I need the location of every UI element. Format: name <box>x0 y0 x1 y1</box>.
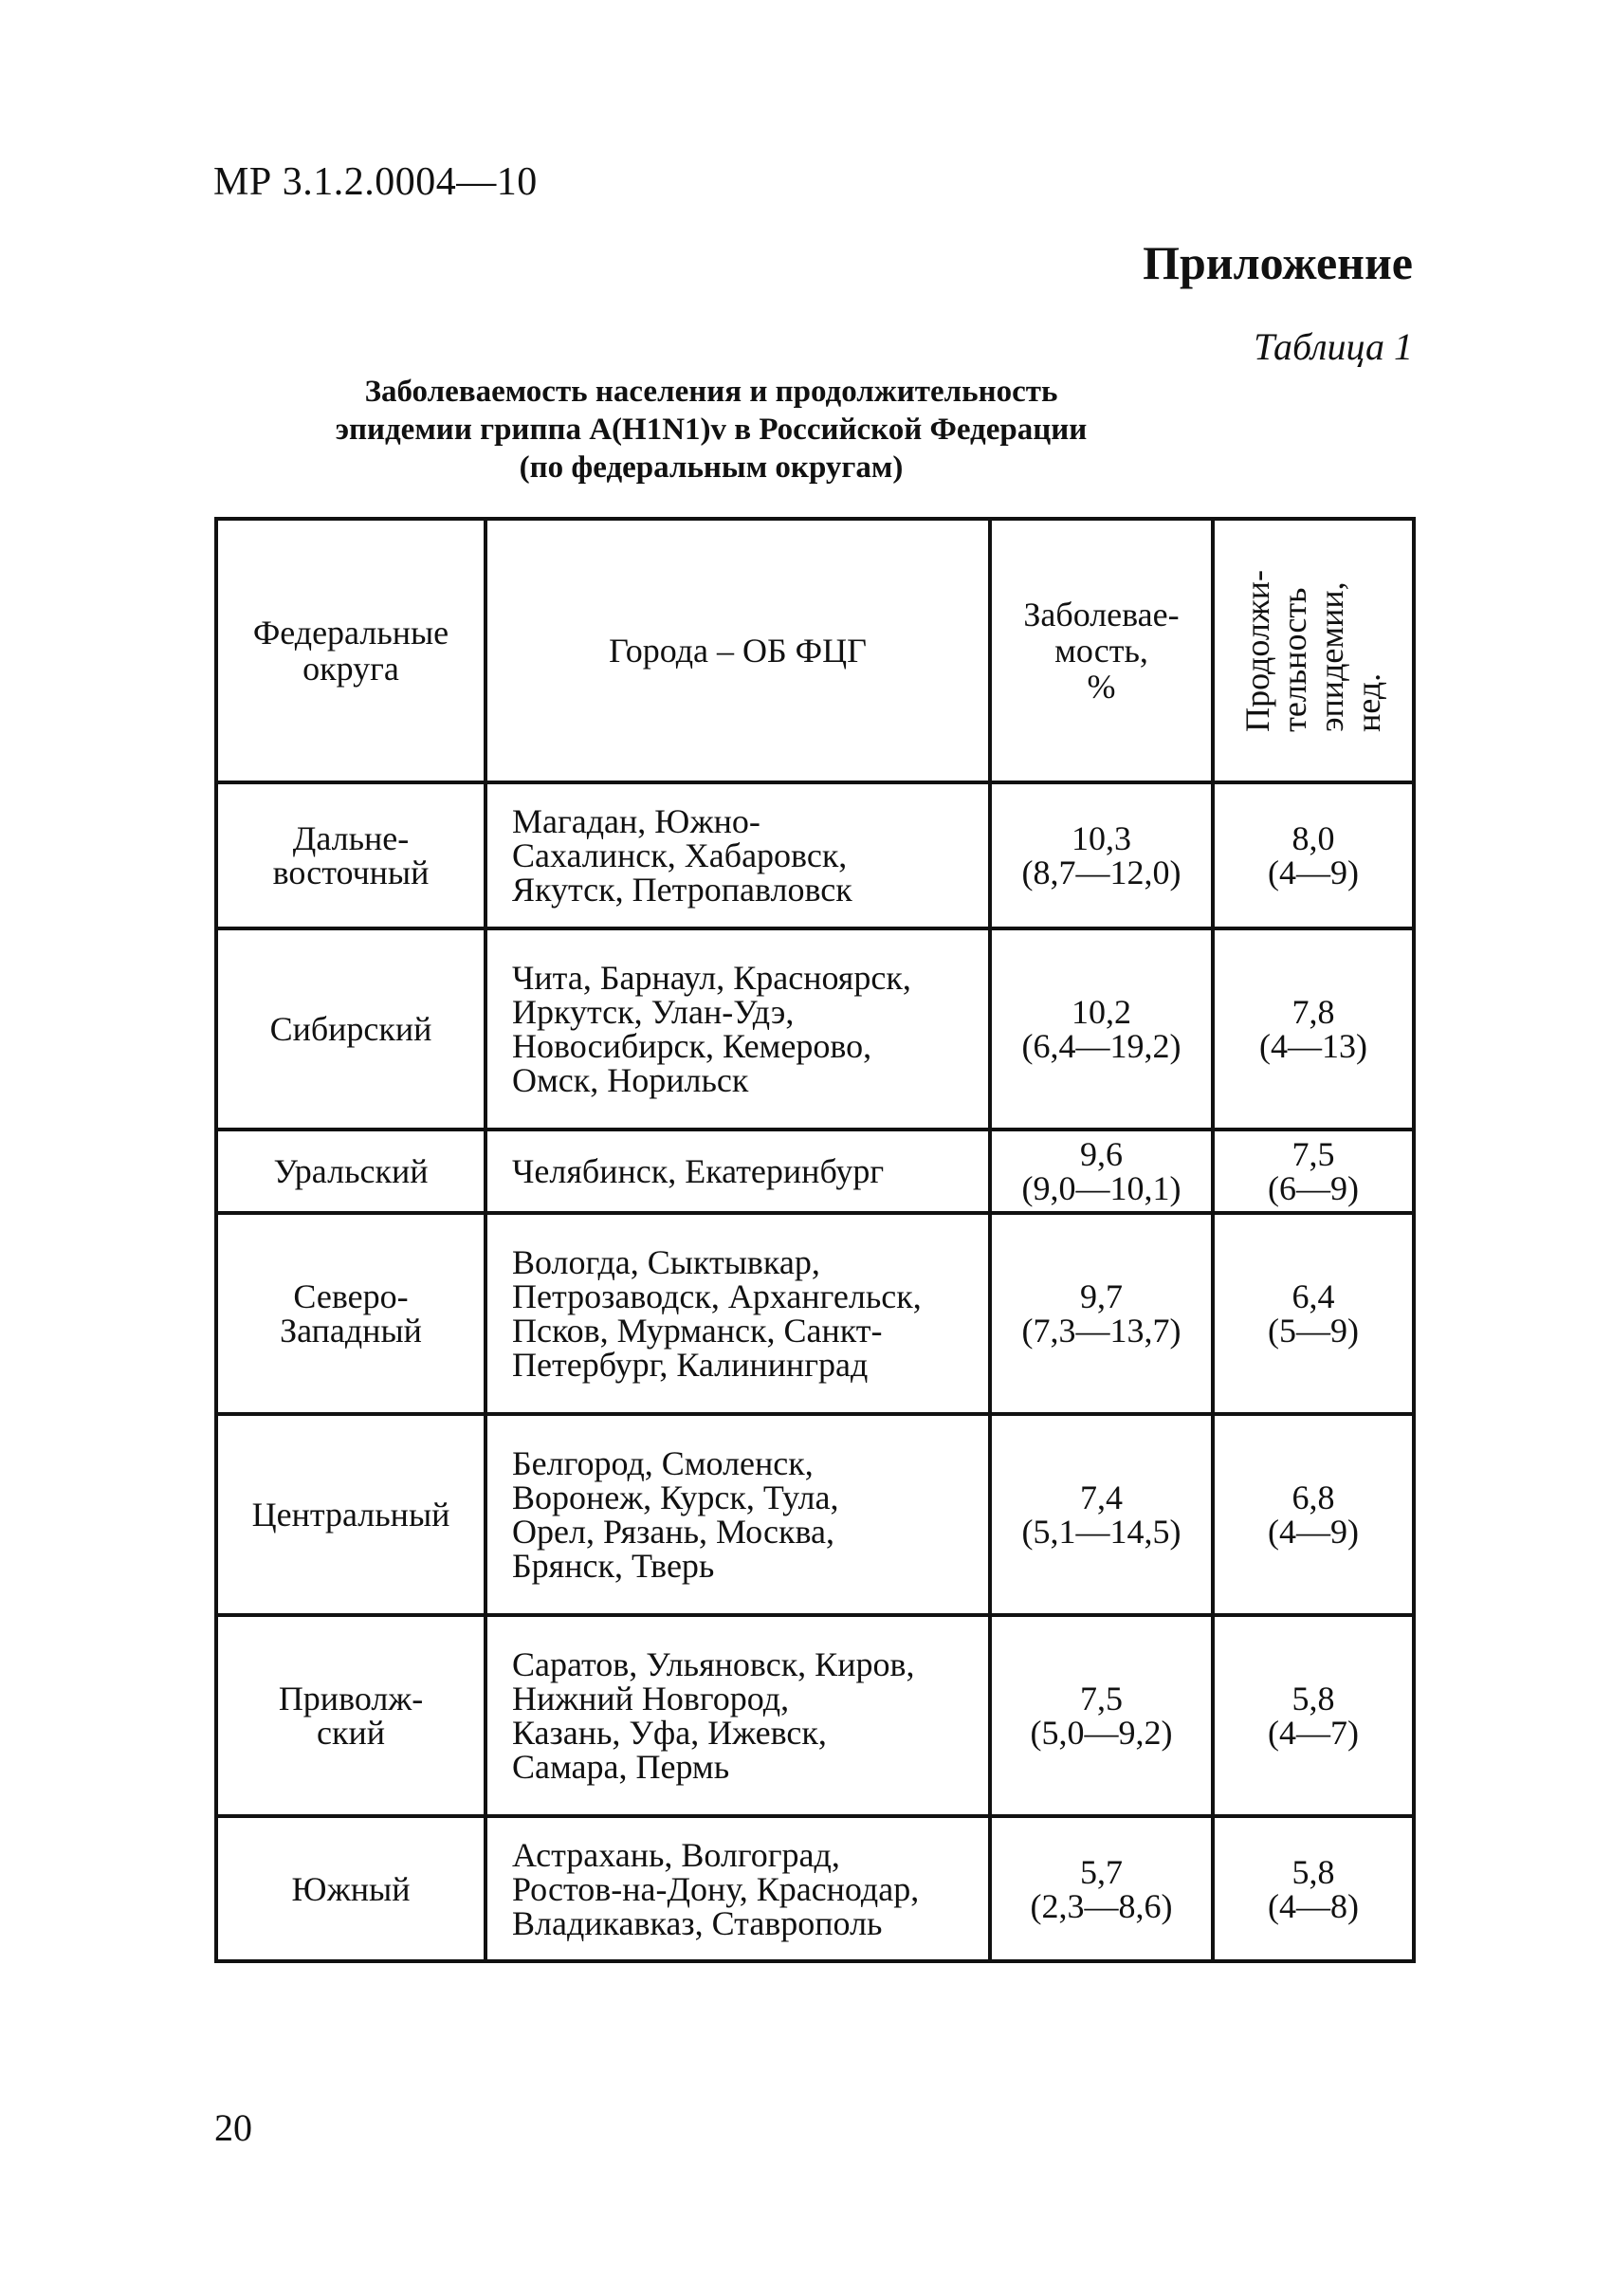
cities-line: Вологда, Сыктывкар, <box>512 1243 820 1281</box>
duration-range: (4—8) <box>1268 1886 1359 1925</box>
duration-range: (4—13) <box>1259 1027 1367 1065</box>
cities-line: Саратов, Ульяновск, Киров, <box>512 1645 915 1683</box>
cities-cell <box>485 1414 990 1615</box>
table-number: Таблица 1 <box>1254 325 1413 368</box>
cities-line: Брянск, Тверь <box>512 1547 715 1585</box>
duration-range: (5—9) <box>1268 1312 1359 1350</box>
cities-line: Якутск, Петропавловск <box>512 871 852 909</box>
incidence-range: (8,7—12,0) <box>1021 854 1182 891</box>
district-cell <box>216 782 485 928</box>
caption-line: эпидемии гриппа A(H1N1)v в Российской Федерации <box>335 413 1088 447</box>
district-line: восточный <box>272 854 430 891</box>
cities-line: Ростов-на-Дону, Краснодар, <box>512 1869 920 1908</box>
cities-cell <box>485 928 990 1130</box>
incidence-cell <box>990 1414 1213 1615</box>
incidence-cell <box>990 782 1213 928</box>
table-row <box>216 1615 1414 1816</box>
incidence-cell <box>990 1615 1213 1816</box>
duration-range: (6—9) <box>1268 1169 1359 1207</box>
cities-line: Петрозаводск, Архангельск, <box>512 1277 922 1315</box>
document-code: МР 3.1.2.0004—10 <box>213 160 538 204</box>
duration-range: (4—9) <box>1268 1513 1359 1551</box>
duration-value: 7,5 <box>1291 1135 1335 1173</box>
incidence-value: 10,2 <box>1072 993 1131 1031</box>
header-line: нед. <box>1349 672 1387 732</box>
header-line: эпидемии, <box>1312 580 1350 732</box>
incidence-cell <box>990 928 1213 1130</box>
cities-line: Магадан, Южно- <box>512 802 760 840</box>
cities-line: Воронеж, Курск, Тула, <box>512 1479 839 1516</box>
header-duration-wrap <box>1224 523 1402 779</box>
duration-cell <box>1213 1130 1414 1213</box>
table-row <box>216 1213 1414 1414</box>
duration-cell <box>1213 928 1414 1130</box>
cities-cell <box>485 1816 990 1961</box>
header-line: мость, <box>1054 632 1148 670</box>
incidence-cell <box>990 1130 1213 1213</box>
incidence-value: 9,7 <box>1080 1277 1123 1315</box>
cities-cell <box>485 1213 990 1414</box>
duration-cell <box>1213 1816 1414 1961</box>
header-line: тельность <box>1275 587 1313 732</box>
table-caption <box>218 373 1204 487</box>
header-district <box>216 519 485 782</box>
cities-line: Белгород, Смоленск, <box>512 1444 814 1482</box>
district-line: Дальне- <box>292 819 410 857</box>
table-row <box>216 928 1414 1130</box>
district-cell <box>216 1615 485 1816</box>
duration-cell <box>1213 1414 1414 1615</box>
incidence-table <box>214 517 1416 1963</box>
duration-cell <box>1213 782 1414 928</box>
district-line: Западный <box>280 1312 422 1350</box>
district-line: Сибирский <box>269 1010 432 1048</box>
cities-line: Новосибирск, Кемерово, <box>512 1027 872 1065</box>
header-line: % <box>1087 668 1116 706</box>
cities-line: Челябинск, Екатеринбург <box>512 1152 885 1190</box>
header-duration <box>1213 519 1414 782</box>
header-line: Продолжи- <box>1238 569 1276 732</box>
district-line: ский <box>317 1714 385 1752</box>
table-row <box>216 1130 1414 1213</box>
duration-range: (4—9) <box>1268 854 1359 891</box>
header-cities: Города – ОБ ФЦГ <box>485 519 990 782</box>
incidence-range: (7,3—13,7) <box>1021 1312 1182 1350</box>
incidence-value: 10,3 <box>1072 819 1131 857</box>
district-line: Приволж- <box>278 1680 424 1717</box>
incidence-range: (5,1—14,5) <box>1021 1513 1182 1551</box>
district-line: Центральный <box>251 1496 450 1534</box>
duration-value: 8,0 <box>1291 819 1335 857</box>
cities-line: Казань, Уфа, Ижевск, <box>512 1714 827 1752</box>
cities-line: Самара, Пермь <box>512 1748 730 1786</box>
incidence-value: 7,5 <box>1080 1680 1123 1717</box>
cities-line: Орел, Рязань, Москва, <box>512 1513 835 1551</box>
header-incidence <box>990 519 1213 782</box>
district-line: Южный <box>291 1869 411 1908</box>
caption-line: (по федеральным округам) <box>519 450 904 485</box>
cities-line: Астрахань, Волгоград, <box>512 1835 840 1874</box>
caption-line: Заболеваемость населения и продолжительность <box>364 375 1058 409</box>
district-cell <box>216 1816 485 1961</box>
page-number: 20 <box>214 2106 252 2149</box>
duration-value: 5,8 <box>1291 1680 1335 1717</box>
district-line: Северо- <box>293 1277 409 1315</box>
cities-line: Иркутск, Улан-Удэ, <box>512 993 795 1031</box>
incidence-value: 5,7 <box>1080 1852 1123 1891</box>
duration-cell <box>1213 1213 1414 1414</box>
duration-value: 5,8 <box>1291 1852 1335 1891</box>
cities-cell <box>485 782 990 928</box>
appendix-heading: Приложение <box>1143 236 1413 289</box>
cities-cell <box>485 1130 990 1213</box>
district-cell <box>216 1213 485 1414</box>
cities-line: Петербург, Калининград <box>512 1346 869 1384</box>
incidence-range: (6,4—19,2) <box>1021 1027 1182 1065</box>
duration-cell <box>1213 1615 1414 1816</box>
cities-cell <box>485 1615 990 1816</box>
table-header-row <box>216 519 1414 782</box>
cities-line: Сахалинск, Хабаровск, <box>512 836 848 874</box>
table-row <box>216 1816 1414 1961</box>
incidence-cell <box>990 1213 1213 1414</box>
table-row <box>216 1414 1414 1615</box>
header-duration-rotated <box>1239 570 1387 732</box>
table-row <box>216 782 1414 928</box>
district-line: Уральский <box>273 1152 429 1190</box>
district-cell <box>216 1414 485 1615</box>
incidence-range: (2,3—8,6) <box>1030 1886 1173 1925</box>
cities-line: Нижний Новгород, <box>512 1680 790 1717</box>
cities-line: Псков, Мурманск, Санкт- <box>512 1312 883 1350</box>
district-cell <box>216 1130 485 1213</box>
header-line: округа <box>302 650 399 688</box>
duration-value: 6,4 <box>1291 1277 1335 1315</box>
cities-line: Омск, Норильск <box>512 1061 749 1099</box>
incidence-range: (5,0—9,2) <box>1030 1714 1173 1752</box>
incidence-value: 9,6 <box>1080 1135 1123 1173</box>
cities-line: Чита, Барнаул, Красноярск, <box>512 959 911 997</box>
duration-value: 6,8 <box>1291 1479 1335 1516</box>
duration-range: (4—7) <box>1268 1714 1359 1752</box>
incidence-cell <box>990 1816 1213 1961</box>
incidence-value: 7,4 <box>1080 1479 1123 1516</box>
cities-line: Владикавказ, Ставрополь <box>512 1903 883 1942</box>
district-cell <box>216 928 485 1130</box>
header-line: Федеральные <box>252 614 449 652</box>
incidence-range: (9,0—10,1) <box>1021 1169 1182 1207</box>
header-line: Заболевае- <box>1023 596 1180 634</box>
duration-value: 7,8 <box>1291 993 1335 1031</box>
